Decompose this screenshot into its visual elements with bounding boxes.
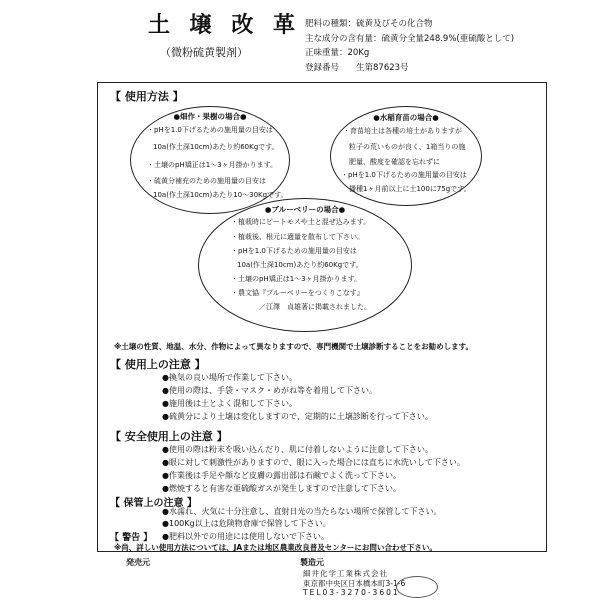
blueberry-line: ・pHを1.0下げるための施用量の目安は (231, 247, 357, 255)
seller-label: 発売元 (126, 558, 150, 567)
maker-address: 東京都中央区日本橋本町3-1-6 (303, 579, 406, 588)
maker-phone: TEL03-3270-3601 (303, 588, 400, 597)
storage-item: ●水濡れ、火気に十分注意し、直射日光の当たらない場所で保管して下さい。 (162, 507, 442, 516)
blueberry-line: ・植栽時にピートモスや土と混ぜ込みます。 (231, 218, 371, 226)
safety-item: ●作業後は手足や顔など皮膚の露出部は石鹸でよく洗って下さい。 (162, 471, 401, 480)
rice-ellipse (330, 106, 482, 206)
safety-heading: 【 安全使用上の注意 】 (110, 430, 228, 443)
orchard-heading: ●畑作・果樹の場合● (173, 112, 247, 121)
orchard-ellipse (130, 106, 290, 214)
orchard-line: 10a(作土深10cm)あたり約60Kgです。 (153, 143, 279, 151)
orchard-line: ・硫黄分補充のための施用量の目安は (147, 177, 266, 185)
soil-diagnosis-note: ※土壌の性質、地温、水分、作物によって異なりますので、専門機関で土壌診断することをお勧めします。 (114, 342, 474, 351)
orchard-line: 10a(作土深10cm)あたり10～30Kgです。 (153, 191, 288, 199)
precautions-heading: 【 使用上の注意 】 (110, 358, 206, 371)
rice-line: ・育苗培土は各種の培土がありますが (343, 127, 462, 135)
product-subtitle: （微粉硫黄製剤） (160, 46, 248, 59)
company-seal-icon (396, 576, 438, 598)
blueberry-line: 10a(作土深10cm)あたり約60Kgです。 (237, 261, 363, 269)
warning-item: ●肥料以外での用途には使用しないで下さい。 (162, 532, 329, 541)
info-net-weight: 正味重量：20Kg (305, 48, 370, 58)
orchard-line: ・土壌のpH矯正は1～3ヶ月掛かります。 (147, 161, 278, 169)
safety-item: ●使用の際は粉末を吸い込んだり、肌に付着しないように注意して下さい。 (162, 445, 433, 454)
rice-line: 粒子の荒いものが良く、1箱当りの施 (349, 143, 466, 151)
info-fertilizer-type: 肥料の種類：硫黄及びその化合物 (305, 19, 433, 29)
info-ingredient-content: 主な成分の含有量：硫黄分全量248.9%(亜硫酸として) (305, 34, 515, 44)
usage-heading: 【 使用方法 】 (110, 90, 184, 103)
info-registration-number: 登録番号 生第87623号 (305, 63, 409, 73)
blueberry-line: ・土壌のpH矯正は1～3ヶ月掛かります。 (231, 275, 362, 283)
blueberry-heading: ●ブルーベリーの場合● (264, 205, 346, 214)
blueberry-line: ／江澤 貞雄著に掲載されました。 (259, 303, 371, 311)
maker-company: 細井化学工業株式会社 (303, 569, 388, 578)
storage-item: ●100Kg以上は危険物倉庫で保管して下さい。 (162, 519, 331, 528)
inquiry-note: ※尚、詳しい使用方法については、JAまたは地区農業改良普及センターにお問い合わせ下さい。 (114, 543, 437, 552)
blueberry-line: ・農文協『ブルーベリーをつくりこなす』 (231, 289, 364, 297)
rice-heading: ●水稲育苗の場合● (373, 113, 439, 122)
maker-label: 製造元 (300, 558, 324, 567)
rice-line: ・pHを1.0下げるための施用量の目安は (341, 171, 467, 179)
precaution-item: ●施用後は土とよく混和して下さい。 (162, 399, 297, 408)
rice-line: 肥量、酸度を確認を忘れずに (349, 158, 440, 166)
orchard-line: ・pHを1.0下げるための施用量の目安は (147, 126, 273, 134)
blueberry-ellipse (198, 198, 412, 332)
precaution-item: ●換気の良い場所で作業して下さい。 (162, 373, 297, 382)
rice-line: 播種1ヶ月前以上に土100に75gです。 (349, 185, 471, 193)
safety-item: ●燃焼すると有害な亜硫酸ガスが発生しますので注意して下さい。 (162, 484, 401, 493)
safety-item: ●眼に対して刺激性がありますので、眼に入った場合には直ちに水洗いして下さい。 (162, 458, 465, 467)
blueberry-line: ・植栽後、根元に適量を散布して下さい。 (231, 233, 364, 241)
storage-heading: 【 保管上の注意 】 (110, 498, 197, 509)
precaution-item: ●使用の際は、手袋・マスク・めがね等を着用して下さい。 (162, 386, 377, 395)
product-title: 土 壌 改 革 (148, 13, 301, 38)
precaution-item: ●硫黄分により土壌は変化しますので、定期的に土壌診断を行って下さい。 (162, 412, 433, 421)
warning-heading: 【 警告 】 (110, 533, 153, 543)
